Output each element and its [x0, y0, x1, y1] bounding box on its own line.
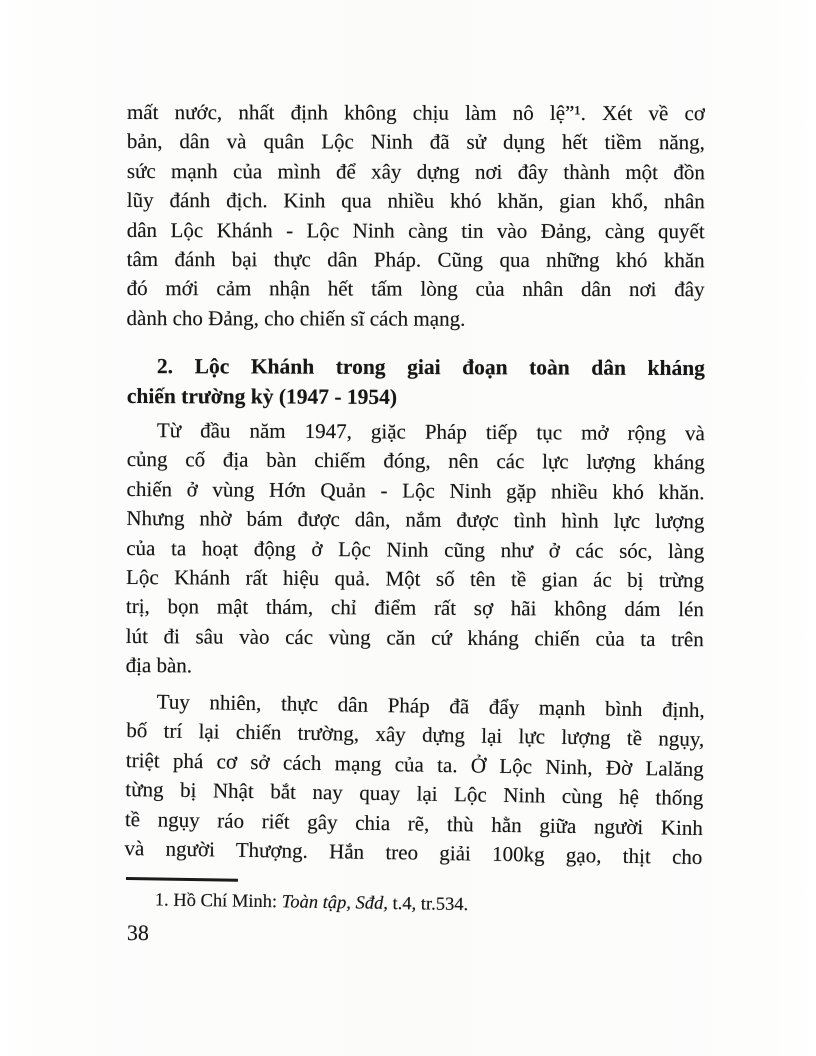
text-line: củng cố địa bàn chiếm đóng, nên các lực lượng kháng — [126, 447, 705, 475]
text-line: bản, dân và quân Lộc Ninh đã sử dụng hết tiềm năng, — [126, 129, 705, 155]
footnote-citation-detail: t.4, tr.534. — [387, 893, 469, 916]
footnote-work-title: Toàn tập, Sđd, — [281, 892, 389, 914]
footnote-rule — [126, 877, 238, 881]
text-line: sức mạnh của mình để xây dựng nơi đây thành một đồn — [126, 158, 705, 185]
footnote — [127, 888, 705, 921]
text-line: trị, bọn mật thám, chỉ điểm rất sợ hãi không dám lén — [125, 594, 704, 622]
page-number: 38 — [126, 920, 149, 946]
text-line: tề ngụy ráo riết gây chia rẽ, thù hằn giữa người Kinh — [124, 806, 704, 840]
text-line: tâm đánh bại thực dân Pháp. Cũng qua những khó khăn — [126, 247, 705, 273]
text-line: đó mới cảm nhận hết tấm lòng của nhân dân nơi đây — [126, 276, 705, 302]
text-line: dân Lộc Khánh - Lộc Ninh càng tin vào Đảng, càng quyết — [126, 217, 705, 243]
text-line: bố trí lại chiến trường, xây dựng lại lực lượng tề ngụy, — [126, 718, 705, 752]
text-line: từng bị Nhật bắt nay quay lại Lộc Ninh cùng hệ thống — [125, 777, 704, 811]
text-line: và người Thượng. Hắn treo giải 100kg gạo, thịt cho — [124, 836, 703, 870]
paragraph-continued — [127, 98, 705, 334]
text-line: địa bàn. — [125, 653, 193, 678]
text-line: Lộc Khánh rất hiệu quả. Một số tên tề gian ác bị trừng — [126, 565, 705, 593]
heading-line: 2. Lộc Khánh trong giai đoạn toàn dân kháng — [156, 354, 705, 381]
footnote-citation-text: 1. Hồ Chí Minh: — [154, 890, 282, 913]
paragraph-body — [124, 687, 705, 872]
paragraph-body — [126, 416, 705, 684]
text-line: triệt phá cơ sở cách mạng của ta. Ở Lộc Ninh, Đờ Lalăng — [125, 747, 704, 781]
text-line: Nhưng nhờ bám được dân, nắm được tình hình lực lượng — [126, 506, 705, 534]
text-line: của ta hoạt động ở Lộc Ninh cũng như ở các sóc, làng — [126, 535, 705, 563]
text-line: lũy đánh địch. Kinh qua nhiều khó khăn, gian khổ, nhân — [126, 188, 705, 214]
text-line: chiến ở vùng Hớn Quản - Lộc Ninh gặp nhiều khó khăn. — [126, 476, 705, 505]
text-line: Từ đầu năm 1947, giặc Pháp tiếp tục mở rộng và — [156, 418, 705, 446]
heading-line: chiến trường kỳ (1947 - 1954) — [126, 383, 398, 409]
text-line: Tuy nhiên, thực dân Pháp đã đẩy mạnh bình định, — [156, 689, 705, 723]
section-heading — [127, 351, 705, 413]
text-line: mất nước, nhất định không chịu làm nô lệ”¹. Xét về cơ — [126, 99, 705, 126]
text-line: dành cho Đảng, cho chiến sĩ cách mạng. — [126, 305, 466, 331]
text-line: lút đi sâu vào các vùng căn cứ kháng chiến của ta trên — [125, 623, 704, 652]
